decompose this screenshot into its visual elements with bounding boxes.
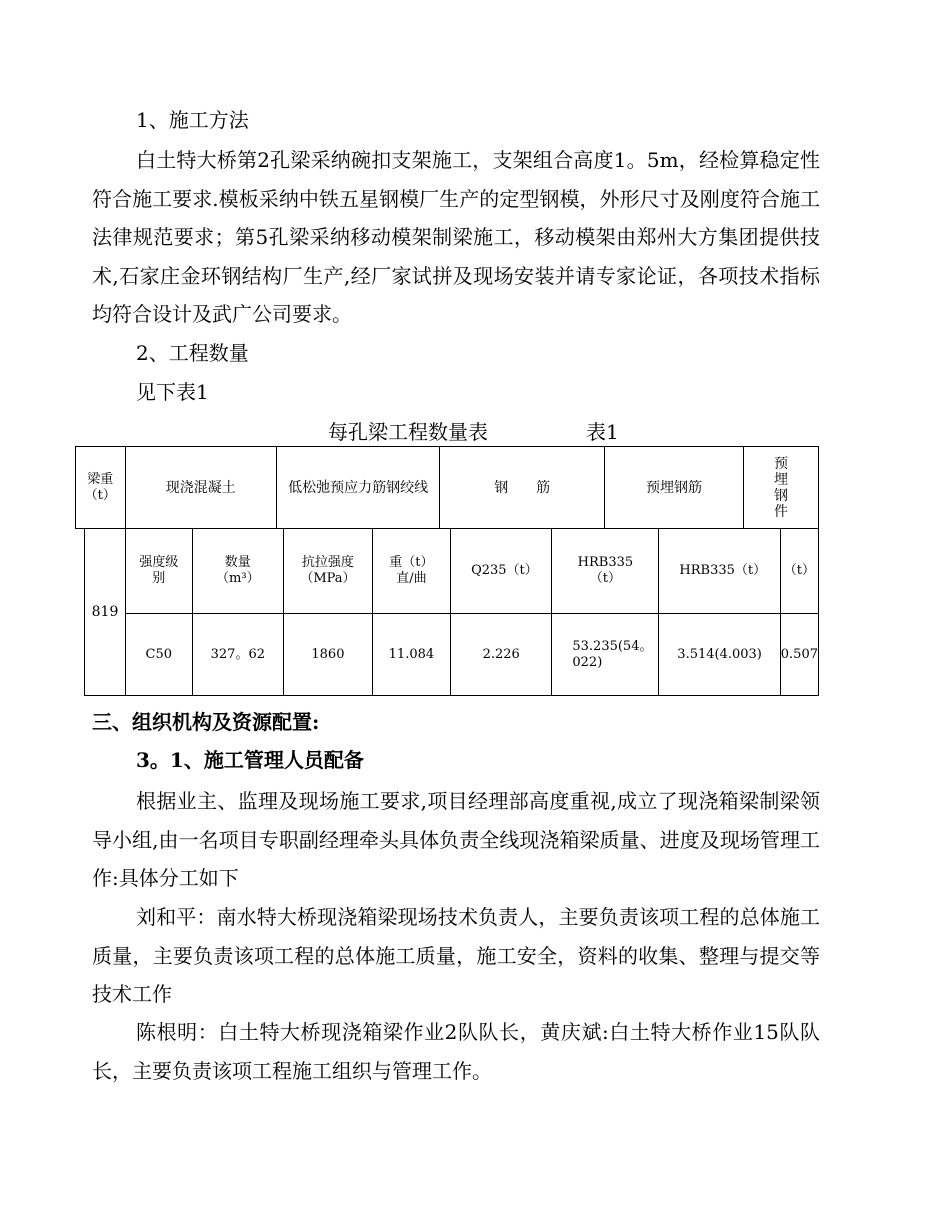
value-cell: 327。62 bbox=[192, 614, 284, 696]
paragraph-liu: 刘和平：南水特大桥现浇箱梁现场技术负责人，主要负责该项工程的总体施工质量，主要负责该项工程的总体施工质量，施工安全，资料的收集、整理与提交等技术工作 bbox=[92, 905, 820, 1006]
subheader-cell: （t） bbox=[780, 529, 818, 614]
subheader-cell: 抗拉强度（MPa） bbox=[284, 529, 373, 614]
section-heading-quantity: 2、工程数量 bbox=[136, 341, 249, 365]
value-cell: 1860 bbox=[284, 614, 373, 696]
header-embedded-parts: 预埋钢件 bbox=[744, 447, 819, 529]
subsection-heading-staff: 3。1、施工管理人员配备 bbox=[136, 748, 364, 772]
quantity-table-body bbox=[84, 528, 819, 696]
subheader-cell: 强度级别 bbox=[126, 529, 193, 614]
paragraph-staff: 根据业主、监理及现场施工要求,项目经理部高度重视,成立了现浇箱梁制梁领导小组,由一名项目专职副经理牵头具体负责全线现浇箱梁质量、进度及现场管理工作:具体分工如下 bbox=[92, 789, 820, 890]
header-embedded-rebar: 预埋钢筋 bbox=[605, 447, 744, 529]
quantity-table-header bbox=[75, 446, 819, 529]
table-title: 每孔梁工程数量表 bbox=[328, 420, 488, 444]
value-cell: 3.514(4.003) bbox=[659, 614, 780, 696]
header-concrete: 现浇混凝土 bbox=[125, 447, 276, 529]
header-strand: 低松弛预应力筋钢绞线 bbox=[276, 447, 439, 529]
value-cell: 2.226 bbox=[451, 614, 552, 696]
subheader-cell: HRB335（t） bbox=[552, 529, 659, 614]
header-weight: 梁重（t） bbox=[76, 447, 126, 529]
value-cell: C50 bbox=[126, 614, 193, 696]
weight-value: 819 bbox=[85, 529, 126, 696]
section-heading-construction-method: 1、施工方法 bbox=[136, 108, 249, 132]
table-number: 表1 bbox=[586, 420, 619, 444]
section-heading-organization: 三、组织机构及资源配置: bbox=[92, 710, 320, 734]
paragraph-chen: 陈根明：白土特大桥现浇箱梁作业2队队长，黄庆斌:白土特大桥作业15队队长，主要负责该项工程施工组织与管理工作。 bbox=[92, 1020, 820, 1083]
subheader-cell: 重（t）直/曲 bbox=[372, 529, 450, 614]
see-table-note: 见下表1 bbox=[136, 380, 209, 404]
header-rebar: 钢 筋 bbox=[440, 447, 605, 529]
value-cell: 53.235(54。022) bbox=[552, 614, 659, 696]
subheader-cell: Q235（t） bbox=[451, 529, 552, 614]
paragraph-method: 白土特大桥第2孔梁采纳碗扣支架施工，支架组合高度1。5m，经检算稳定性符合施工要求.模板采纳中铁五星钢模厂生产的定型钢模，外形尺寸及刚度符合施工法律规范要求；第5孔梁采纳移动模架制梁施工，移动模架由郑州大方集团提供技术,石家庄金环钢结构厂生产,经厂家试拼及现场安装并请专家论证，各项技术指标均符合设计及武广公司要求。 bbox=[92, 148, 820, 326]
value-cell: 11.084 bbox=[372, 614, 450, 696]
subheader-cell: 数量（m³） bbox=[192, 529, 284, 614]
subheader-cell: HRB335（t） bbox=[659, 529, 780, 614]
value-cell: 0.507 bbox=[780, 614, 818, 696]
